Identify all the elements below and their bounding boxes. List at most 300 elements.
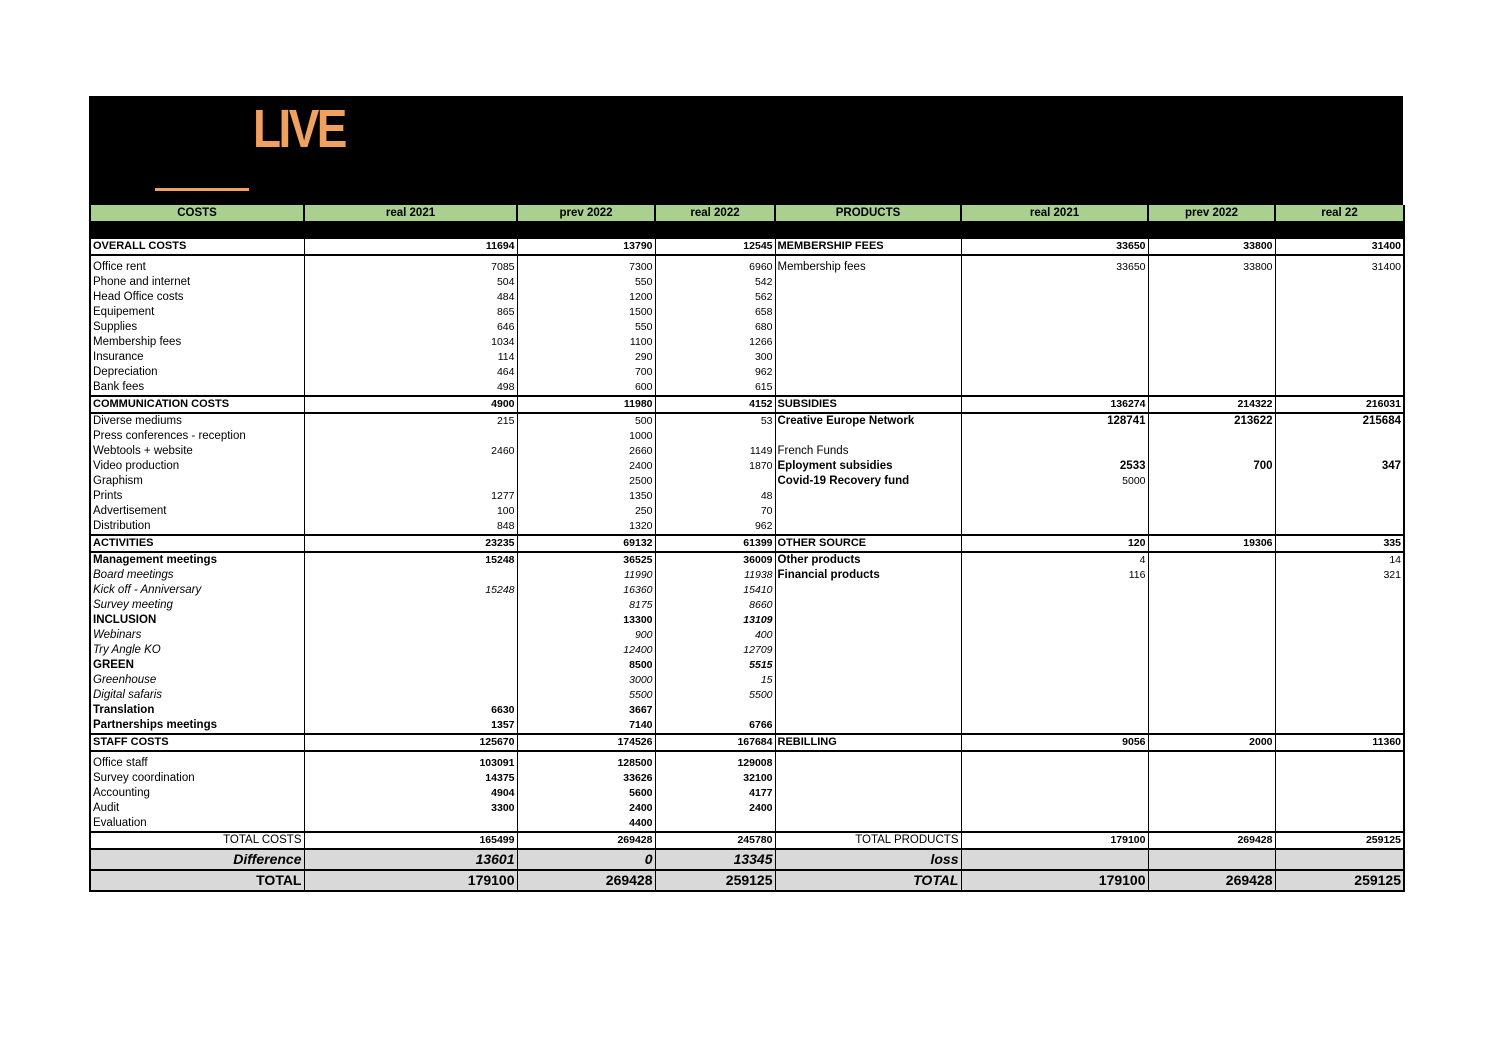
value-cell [1275,519,1404,535]
value-cell: 3667 [517,703,655,718]
value-cell: 5600 [517,786,655,801]
value-cell [1148,703,1275,718]
value-cell: 14 [1275,552,1404,568]
value-cell [1275,598,1404,613]
value-cell: 2000 [1148,734,1275,751]
row-label-cell [775,583,961,598]
table-row [90,703,1404,718]
value-cell [304,613,517,628]
row-label-cell [775,643,961,658]
value-cell: 32100 [655,771,775,786]
value-cell [304,568,517,583]
logo-underline [155,188,249,191]
value-cell: 12709 [655,643,775,658]
header-products-real-2021: real 2021 [961,205,1148,222]
value-cell: 128500 [517,756,655,771]
value-cell [1148,444,1275,459]
table-row [90,658,1404,673]
value-cell: 15410 [655,583,775,598]
value-cell [1148,380,1275,396]
value-cell: 245780 [655,832,775,849]
value-cell [961,673,1148,688]
value-cell: 464 [304,365,517,380]
value-cell [304,598,517,613]
value-cell: 136274 [961,396,1148,413]
value-cell [961,658,1148,673]
value-cell [1275,801,1404,816]
row-label-cell: Survey meeting [90,598,304,613]
value-cell: 562 [655,290,775,305]
row-label-cell [775,801,961,816]
value-cell: 11980 [517,396,655,413]
value-cell: 290 [517,350,655,365]
value-cell [1275,305,1404,320]
value-cell [1148,489,1275,504]
row-label-cell [775,380,961,396]
value-cell [1148,613,1275,628]
row-label-cell [775,290,961,305]
value-cell [1148,275,1275,290]
value-cell [1275,444,1404,459]
value-cell: 15248 [304,552,517,568]
value-cell [304,816,517,832]
table-row [90,756,1404,771]
value-cell [961,444,1148,459]
value-cell [1275,365,1404,380]
value-cell [1275,474,1404,489]
value-cell [304,643,517,658]
value-cell: 128741 [961,413,1148,429]
budget-table [89,205,1405,892]
row-label-cell [775,613,961,628]
value-cell: 1200 [517,290,655,305]
value-cell [1275,849,1404,870]
row-label-cell: Distribution [90,519,304,535]
value-cell [961,275,1148,290]
value-cell [1148,643,1275,658]
value-cell [1275,583,1404,598]
row-label-cell: Management meetings [90,552,304,568]
row-label-cell: Membership fees [90,335,304,350]
value-cell: 2400 [517,459,655,474]
row-label-cell: Creative Europe Network [775,413,961,429]
value-cell [961,489,1148,504]
value-cell [961,380,1148,396]
row-label-cell: TOTAL [775,870,961,891]
row-label-cell [775,489,961,504]
value-cell: 6960 [655,260,775,275]
value-cell: 321 [1275,568,1404,583]
table-row [90,771,1404,786]
value-cell: 12400 [517,643,655,658]
value-cell: 2660 [517,444,655,459]
table-row [90,613,1404,628]
value-cell [1148,756,1275,771]
table-row [90,459,1404,474]
value-cell [1275,816,1404,832]
value-cell: 848 [304,519,517,535]
value-cell [961,703,1148,718]
value-cell: 4904 [304,786,517,801]
value-cell: 33650 [961,238,1148,255]
value-cell [1275,703,1404,718]
value-cell: 962 [655,365,775,380]
value-cell [1275,718,1404,734]
value-cell [1148,718,1275,734]
value-cell [1148,849,1275,870]
header-banner [89,96,1403,205]
header-costs-real-2022: real 2022 [655,205,775,222]
row-label-cell: Financial products [775,568,961,583]
value-cell [1275,429,1404,444]
table-row [90,552,1404,568]
value-cell [1148,673,1275,688]
row-label-cell: Office staff [90,756,304,771]
value-cell [1275,320,1404,335]
value-cell: 3300 [304,801,517,816]
row-label-cell: Membership fees [775,260,961,275]
value-cell: 33800 [1148,238,1275,255]
value-cell [304,459,517,474]
row-label-cell [775,350,961,365]
value-cell [961,429,1148,444]
value-cell: 5000 [961,474,1148,489]
table-row [90,568,1404,583]
value-cell: 962 [655,519,775,535]
value-cell: 33800 [1148,260,1275,275]
row-label-cell: loss [775,849,961,870]
row-label-cell: SUBSIDIES [775,396,961,413]
table-row [90,275,1404,290]
table-row [90,535,1404,552]
value-cell [961,598,1148,613]
row-label-cell: Try Angle KO [90,643,304,658]
value-cell: 484 [304,290,517,305]
value-cell: 11990 [517,568,655,583]
value-cell: 900 [517,628,655,643]
value-cell [1275,350,1404,365]
row-label-cell: OTHER SOURCE [775,535,961,552]
value-cell: 1000 [517,429,655,444]
value-cell [961,583,1148,598]
row-label-cell: Kick off - Anniversary [90,583,304,598]
table-row [90,290,1404,305]
value-cell: 269428 [517,870,655,891]
row-label-cell: Digital safaris [90,688,304,703]
value-cell [304,673,517,688]
table-row [90,504,1404,519]
value-cell: 70 [655,504,775,519]
value-cell: 214322 [1148,396,1275,413]
table-row [90,583,1404,598]
value-cell [1148,568,1275,583]
row-label-cell: Partnerships meetings [90,718,304,734]
row-label-cell: Evaluation [90,816,304,832]
row-label-cell [775,703,961,718]
value-cell: 165499 [304,832,517,849]
value-cell: 5515 [655,658,775,673]
value-cell [1148,305,1275,320]
row-label-cell [775,275,961,290]
value-cell [1148,801,1275,816]
value-cell [961,519,1148,535]
row-label-cell [775,658,961,673]
value-cell: 680 [655,320,775,335]
value-cell: 8660 [655,598,775,613]
row-label-cell: Survey coordination [90,771,304,786]
value-cell: 269428 [1148,832,1275,849]
value-cell: 615 [655,380,775,396]
value-cell: 120 [961,535,1148,552]
table-row [90,816,1404,832]
row-label-cell: Difference [90,849,304,870]
value-cell [1275,643,1404,658]
row-label-cell: Diverse mediums [90,413,304,429]
value-cell: 116 [961,568,1148,583]
value-cell: 179100 [304,870,517,891]
value-cell [1148,429,1275,444]
value-cell: 400 [655,628,775,643]
value-cell [961,801,1148,816]
value-cell: 36525 [517,552,655,568]
value-cell: 4 [961,552,1148,568]
value-cell: 16360 [517,583,655,598]
row-label-cell: Video production [90,459,304,474]
value-cell: 2460 [304,444,517,459]
row-label-cell [775,816,961,832]
value-cell: 4177 [655,786,775,801]
value-cell [1275,771,1404,786]
value-cell: 179100 [961,870,1148,891]
value-cell: 8500 [517,658,655,673]
value-cell: 1357 [304,718,517,734]
row-label-cell: Covid-19 Recovery fund [775,474,961,489]
table-row [90,335,1404,350]
value-cell: 213622 [1148,413,1275,429]
row-label-cell: MEMBERSHIP FEES [775,238,961,255]
value-cell: 658 [655,305,775,320]
value-cell: 1149 [655,444,775,459]
value-cell: 11360 [1275,734,1404,751]
value-cell: 4152 [655,396,775,413]
value-cell [961,305,1148,320]
value-cell: 4400 [517,816,655,832]
value-cell [1148,816,1275,832]
value-cell [1275,613,1404,628]
value-cell [1148,583,1275,598]
value-cell: 1100 [517,335,655,350]
row-label-cell [775,786,961,801]
row-label-cell: TOTAL PRODUCTS [775,832,961,849]
table-row [90,598,1404,613]
table-row [90,786,1404,801]
value-cell: 215684 [1275,413,1404,429]
value-cell: 216031 [1275,396,1404,413]
value-cell: 33650 [961,260,1148,275]
table-row [90,870,1404,891]
value-cell: 1320 [517,519,655,535]
table-row [90,320,1404,335]
table-row [90,688,1404,703]
row-label-cell [775,771,961,786]
value-cell: 498 [304,380,517,396]
header-products-prev-2022: prev 2022 [1148,205,1275,222]
row-label-cell: Phone and internet [90,275,304,290]
value-cell [304,429,517,444]
value-cell [304,474,517,489]
value-cell [655,816,775,832]
row-label-cell: ACTIVITIES [90,535,304,552]
header-costs-prev-2022: prev 2022 [517,205,655,222]
value-cell: 700 [1148,459,1275,474]
value-cell [1275,504,1404,519]
row-label-cell [775,429,961,444]
value-cell: 259125 [655,870,775,891]
value-cell: 700 [517,365,655,380]
table-row [90,365,1404,380]
row-label-cell [775,365,961,380]
value-cell: 15248 [304,583,517,598]
value-cell [961,816,1148,832]
value-cell [961,643,1148,658]
value-cell [1148,365,1275,380]
value-cell: 31400 [1275,260,1404,275]
value-cell: 9056 [961,734,1148,751]
table-row [90,474,1404,489]
value-cell: 646 [304,320,517,335]
table-row [90,801,1404,816]
row-label-cell: REBILLING [775,734,961,751]
value-cell: 13109 [655,613,775,628]
value-cell: 300 [655,350,775,365]
row-label-cell: INCLUSION [90,613,304,628]
value-cell [655,474,775,489]
row-label-cell: Greenhouse [90,673,304,688]
value-cell [1275,290,1404,305]
value-cell: 259125 [1275,870,1404,891]
value-cell: 13300 [517,613,655,628]
value-cell [961,504,1148,519]
value-cell: 6766 [655,718,775,734]
value-cell: 23235 [304,535,517,552]
value-cell [961,688,1148,703]
value-cell [655,429,775,444]
table-row [90,305,1404,320]
value-cell [1275,673,1404,688]
value-cell [1275,658,1404,673]
value-cell: 174526 [517,734,655,751]
table-row [90,832,1404,849]
value-cell [1148,504,1275,519]
value-cell [1275,756,1404,771]
value-cell: 6630 [304,703,517,718]
value-cell: 129008 [655,756,775,771]
row-label-cell: Prints [90,489,304,504]
value-cell [961,613,1148,628]
value-cell: 250 [517,504,655,519]
value-cell: 1277 [304,489,517,504]
value-cell: 5500 [655,688,775,703]
value-cell: 504 [304,275,517,290]
value-cell [655,703,775,718]
value-cell [1275,688,1404,703]
value-cell: 5500 [517,688,655,703]
value-cell [961,786,1148,801]
value-cell: 69132 [517,535,655,552]
row-label-cell [775,756,961,771]
value-cell: 114 [304,350,517,365]
value-cell: 1034 [304,335,517,350]
table-row [90,628,1404,643]
value-cell [1148,290,1275,305]
value-cell: 53 [655,413,775,429]
table-row [90,673,1404,688]
table-row [90,643,1404,658]
value-cell: 7300 [517,260,655,275]
value-cell [961,335,1148,350]
value-cell [1148,350,1275,365]
value-cell [1148,519,1275,535]
value-cell: 11938 [655,568,775,583]
value-cell: 600 [517,380,655,396]
value-cell [1148,598,1275,613]
column-header-row [90,205,1404,222]
row-label-cell [775,504,961,519]
value-cell: 269428 [517,832,655,849]
value-cell [1148,335,1275,350]
value-cell: 13790 [517,238,655,255]
value-cell: 14375 [304,771,517,786]
header-products-real-22: real 22 [1275,205,1404,222]
value-cell: 1266 [655,335,775,350]
table-row [90,238,1404,255]
row-label-cell: COMMUNICATION COSTS [90,396,304,413]
value-cell [1275,628,1404,643]
row-label-cell: Office rent [90,260,304,275]
row-label-cell: OVERALL COSTS [90,238,304,255]
value-cell: 179100 [961,832,1148,849]
row-label-cell: GREEN [90,658,304,673]
row-label-cell: Translation [90,703,304,718]
row-label-cell: TOTAL COSTS [90,832,304,849]
value-cell [961,849,1148,870]
value-cell: 15 [655,673,775,688]
row-label-cell [775,519,961,535]
value-cell: 335 [1275,535,1404,552]
row-label-cell: Supplies [90,320,304,335]
value-cell: 542 [655,275,775,290]
value-cell: 1870 [655,459,775,474]
value-cell: 269428 [1148,870,1275,891]
value-cell [1148,658,1275,673]
row-label-cell: Press conferences - reception [90,429,304,444]
row-label-cell [775,688,961,703]
value-cell: 19306 [1148,535,1275,552]
value-cell [1148,688,1275,703]
row-label-cell [775,335,961,350]
header-costs-real-2021: real 2021 [304,205,517,222]
table-row [90,380,1404,396]
value-cell [1148,320,1275,335]
value-cell: 13601 [304,849,517,870]
table-row [90,260,1404,275]
value-cell: 100 [304,504,517,519]
row-label-cell [775,628,961,643]
value-cell [1148,474,1275,489]
value-cell [961,350,1148,365]
value-cell: 167684 [655,734,775,751]
row-label-cell: Accounting [90,786,304,801]
